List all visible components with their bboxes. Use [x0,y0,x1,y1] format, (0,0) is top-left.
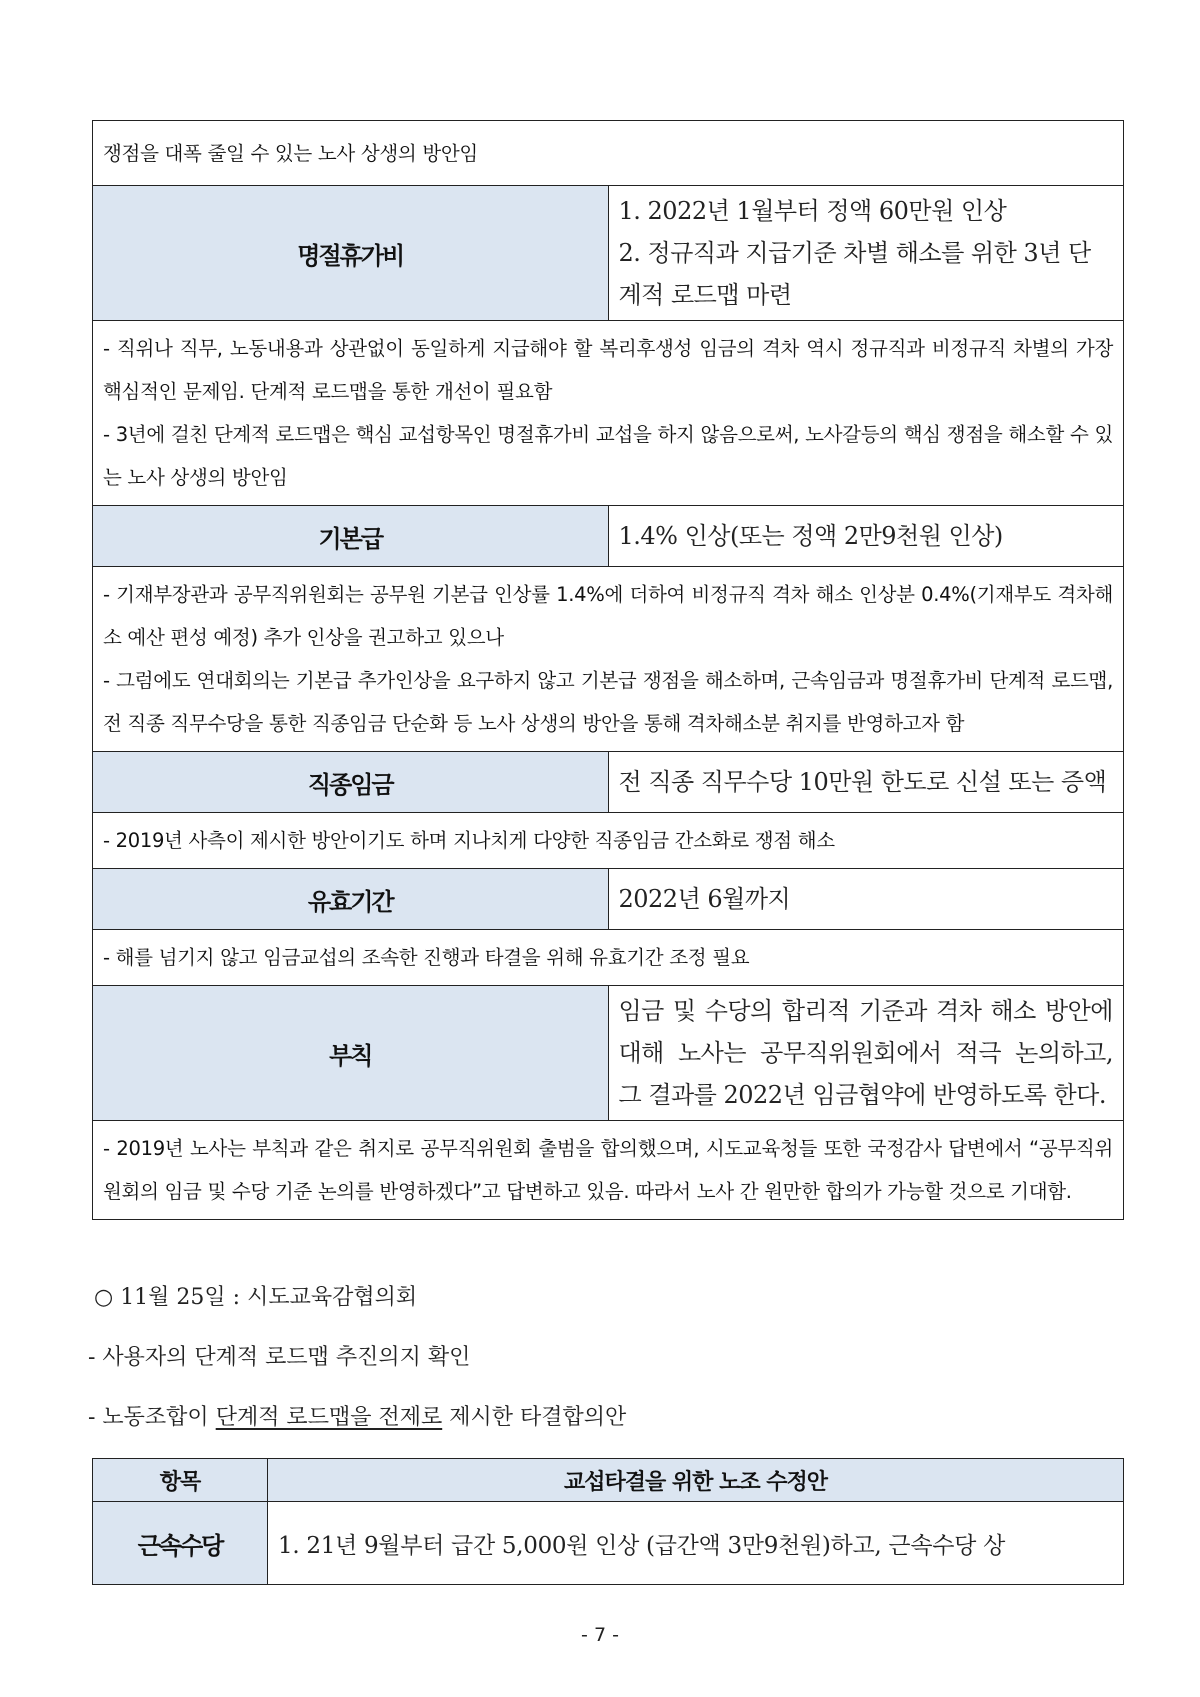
column-header-proposal: 교섭타결을 위한 노조 수정안 [268,1459,1124,1502]
value-line: 1. 2022년 1월부터 정액 60만원 인상 [618,197,1007,225]
table-row [93,986,1124,1121]
table-row [93,506,1124,567]
row-label-holiday-bonus: 명절휴가비 [93,186,609,321]
row-value-base-pay [608,506,1124,567]
table-row [93,1121,1124,1220]
underlined-text: 단계적 로드맵을 전제로 [215,1405,443,1430]
table-row [93,813,1124,869]
desc-paragraph: - 2019년 노사는 부칙과 같은 취지로 공무직위원회 출범을 합의했으며, 시도교육청들 또한 국정감사 답변에서 “공무직위원회의 임금 및 수당 기준 논의를 반영하겠다”고 답변하고 있음. 따라서 노사 간 원만한 합의가 가능할 것으로 기대함. [103,1137,1113,1203]
value-line: 2. 정규직과 지급기준 차별 해소를 위한 3년 단계적 로드맵 마련 [618,239,1091,309]
desc-paragraph: - 직위나 직무, 노동내용과 상관없이 동일하게 지급해야 할 복리후생성 임금의 격차 역시 정규직과 비정규직 차별의 가장 핵심적인 문제임. 단계적 로드맵을 통한 개선이 필요함 [103,337,1113,403]
row-value-supplementary [608,986,1124,1121]
table-row [93,752,1124,813]
table-row [93,567,1124,752]
value-line: 임금 및 수당의 합리적 기준과 격차 해소 방안에 대해 노사는 공무직위원회에서 적극 논의하고, 그 결과를 2022년 임금협약에 반영하도록 한다. [618,997,1113,1109]
row-desc-holiday-bonus [93,321,1124,506]
note-line [88,1388,1128,1448]
row-value-seniority: 1. 21년 9월부터 급간 5,000원 인상 (급간액 3만9천원)하고, 근속수당 상 [268,1502,1124,1585]
row-desc-validity [93,930,1124,986]
row-desc-supplementary [93,1121,1124,1220]
proposal-table [92,120,1124,1220]
note-text: 제시한 타결합의안 [442,1405,627,1430]
table-header-row [93,1459,1124,1502]
row-value-job-wage [608,752,1124,813]
row-value-validity [608,869,1124,930]
table-row [93,930,1124,986]
value-line: 전 직종 직무수당 10만원 한도로 신설 또는 증액 [618,768,1107,796]
desc-paragraph: - 그럼에도 연대회의는 기본급 추가인상을 요구하지 않고 기본급 쟁점을 해소하며, 근속임금과 명절휴가비 단계적 로드맵, 전 직종 직무수당을 통한 직종임금 단순화 등 노사 상생의 방안을 통해 격차해소분 취지를 반영하고자 함 [103,669,1113,735]
row-label-job-wage: 직종임금 [93,752,609,813]
row-label-supplementary: 부칙 [93,986,609,1121]
table-row [93,1502,1124,1585]
row-label-base-pay: 기본급 [93,506,609,567]
desc-paragraph: - 기재부장관과 공무직위원회는 공무원 기본급 인상률 1.4%에 더하여 비정규직 격차 해소 인상분 0.4%(기재부도 격차해소 예산 편성 예정) 추가 인상을 권고하고 있으나 [103,583,1113,649]
desc-paragraph: - 해를 넘기지 않고 임금교섭의 조속한 진행과 타결을 위해 유효기간 조정 필요 [103,946,750,969]
value-line: 1.4% 인상(또는 정액 2만9천원 인상) [618,522,1003,550]
table-row [93,186,1124,321]
row-desc-job-wage [93,813,1124,869]
page-number: - 7 - [581,1624,619,1646]
table-row [93,321,1124,506]
meeting-notes [88,1268,1128,1448]
note-text: - 노동조합이 [88,1405,216,1430]
row-label-seniority: 근속수당 [93,1502,268,1585]
desc-paragraph: - 3년에 걸친 단계적 로드맵은 핵심 교섭항목인 명절휴가비 교섭을 하지 않음으로써, 노사갈등의 핵심 쟁점을 해소할 수 있는 노사 상생의 방안임 [103,423,1113,489]
row-label-validity: 유효기간 [93,869,609,930]
desc-paragraph: - 2019년 사측이 제시한 방안이기도 하며 지나치게 다양한 직종임금 간소화로 쟁점 해소 [103,829,835,852]
intro-text: 쟁점을 대폭 줄일 수 있는 노사 상생의 방안임 [93,121,1124,186]
value-line: 2022년 6월까지 [618,885,791,913]
union-proposal-table [92,1458,1124,1585]
table-row [93,121,1124,186]
note-line: - 사용자의 단계적 로드맵 추진의지 확인 [88,1345,471,1370]
column-header-item: 항목 [93,1459,268,1502]
table-row [93,869,1124,930]
meeting-heading: ○ 11월 25일 : 시도교육감협의회 [94,1285,418,1310]
row-value-holiday-bonus [608,186,1124,321]
row-desc-base-pay [93,567,1124,752]
